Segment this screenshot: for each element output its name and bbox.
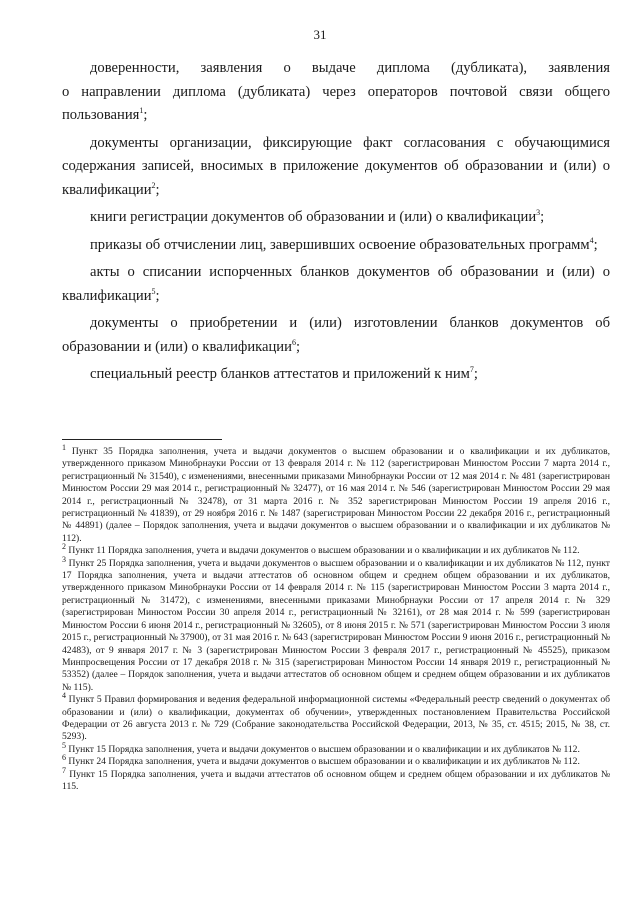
footnote-4: $^4$ Пункт 5 Правил формирования и ведения федеральной информационной системы «Федеральный реестр сведений о документах об образовании и (или) о квалификации, документах об обучении», утвержденных постановлением Правительства Российской Федерации от 26 августа 2013 г. № 729 (Собрание законодательства Российской Федерации, 2013, № 35, ст. 4515; 2015, № 38, ст. 5293). — [62, 690, 610, 743]
paragraph-1: доверенности, заявления о выдаче диплома (дубликата), заявления — [90, 60, 610, 76]
footnote-2: $^2$ Пункт 11 Порядка заполнения, учета и выдачи документов о высшем образовании и о квалификации и их дубликатов № 112. — [62, 542, 580, 557]
footnote-divider — [62, 439, 222, 440]
footnotes — [62, 442, 610, 793]
paragraph-7: специальный реестр бланков аттестатов и приложений к ним$^7$; — [90, 365, 478, 382]
footnote-6: $^6$ Пункт 24 Порядка заполнения, учета и выдачи документов о высшем образовании и о квалификации и их дубликатов № 112. — [62, 752, 580, 768]
paragraph-6: документы о приобретении и (или) изготовлении бланков документов об образовании и (или) о квалификации$^6$; — [62, 315, 610, 355]
page-number: 31 — [313, 27, 327, 42]
footnote-1: $^1$ Пункт 35 Порядка заполнения, учета и выдачи документов о высшем образовании и о квалификации и их дубликатов, утвержденного приказом Минобрнауки России от 13 февраля 2014 г. № 112 (зарегистрирован Минюстом России 7 марта 2014 г., регистрационный № 31540), с изменениями, внесенными приказами Минобрнауки России от 12 мая 2014 г. № 481 (зарегистрирован Минюстом России 29 мая 2014 г., регистрационный № 32477), от 16 мая 2014 г. № 546 (зарегистрирован Минюстом России 29 мая 2014 г., регистрационный № 32478), от 31 марта 2016 г. № 352 зарегистрирован Минюстом России 19 апреля 2016 г., регистрационный № 41839), от 29 ноября 2016 г. № 1487 (зарегистрирован Минюстом России 22 декабря 2016 г., регистрационный № 44891) (далее – Порядок заполнения, учета и выдачи документов о высшем образовании и о квалификации и их дубликатов № 112). — [62, 442, 610, 544]
paragraph-4: приказы об отчислении лиц, завершивших освоение образовательных программ$^4$; — [90, 235, 598, 253]
paragraph-5: акты о списании испорченных бланков документов об образовании и (или) о квалификации$^5$; — [62, 264, 610, 304]
footnote-5: $^5$ Пункт 15 Порядка заполнения, учета и выдачи документов о высшем образовании и о квалификации и их дубликатов № 112. — [62, 740, 580, 755]
body-text — [62, 57, 610, 391]
paragraph-1-cont: о направлении диплома (дубликата) через операторов почтовой связи общего пользования$^1$; — [62, 83, 610, 123]
paragraph-3: книги регистрации документов об образовании и (или) о квалификации$^3$; — [90, 208, 545, 225]
paragraph-2: документы организации, фиксирующие факт согласования с обучающимися содержания записей, вносимых в приложение документов об образовании и (или) о квалификации$^2$; — [62, 134, 610, 198]
footnote-7: $^7$ Пункт 15 Порядка заполнения, учета и выдачи аттестатов об основном общем и среднем общем образовании и их дубликатов № 115. — [62, 765, 610, 792]
footnote-3: $^3$ Пункт 25 Порядка заполнения, учета и выдачи документов о высшем образовании и о квалификации и их дубликатов № 112, пункт 17 Порядка заполнения, учета и выдачи аттестатов об основном общем и среднем общем образовании и их дубликатов, утвержденного приказом Минобрнауки России от 14 февраля 2014 г. № 115 (зарегистрирован Минюстом России 3 марта 2014 г., регистрационный № 31472), с изменениями, внесенными приказами Минобрнауки России от 17 апреля 2014 г. № 329 (зарегистрирован Минюстом России 30 апреля 2014 г., регистрационный № 32161), от 28 мая 2014 г. № 599 (зарегистрирован Минюстом России 6 июня 2014 г., регистрационный № 32605), от 8 июня 2015 г. № 571 (зарегистрирован Минюстом России 3 июля 2015 г., регистрационный № 37900), от 31 мая 2016 г. № 643 (зарегистрирован Минюстом России 9 июня 2016 г., регистрационный № 42483), от 9 января 2017 г. № 3 (зарегистрирован Минюстом России 3 февраля 2017 г., регистрационный № 45525), приказом Минпросвещения России от 17 декабря 2018 г. № 315 (зарегистрирован Минюстом России 14 января 2019 г., регистрационный № 53352) (далее – Порядок заполнения, учета и выдачи аттестатов об основном общем и среднем общем образовании и их дубликатов № 115). — [62, 554, 610, 693]
